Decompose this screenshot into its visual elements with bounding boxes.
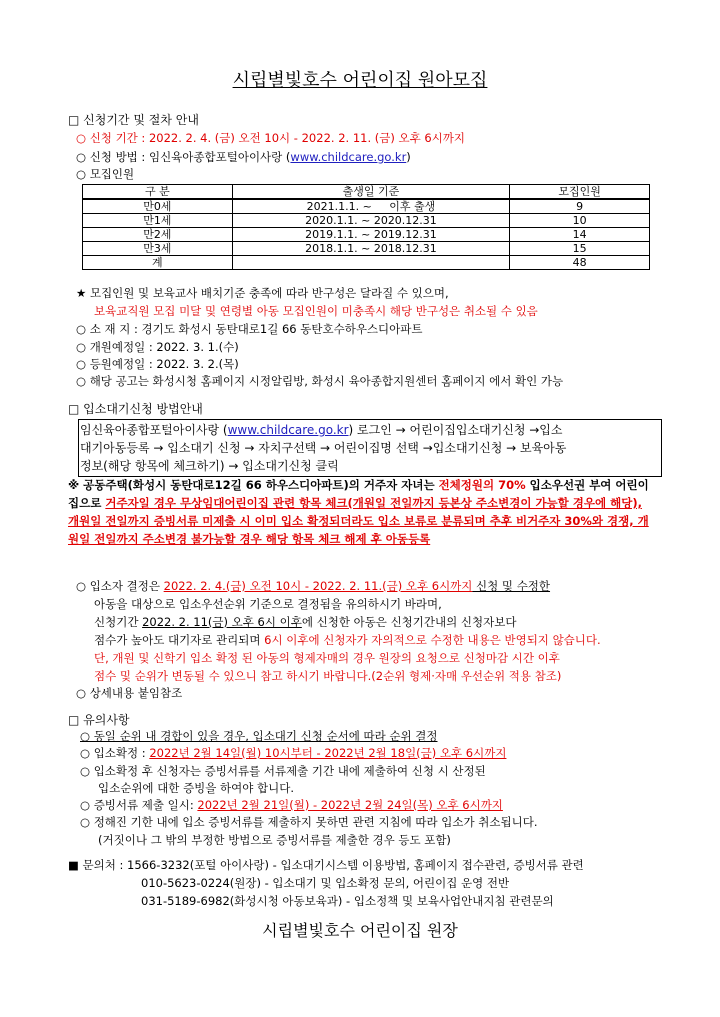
steps-line-3: 정보(해당 항목에 체크하기) → 입소대기신청 클릭 [80,459,339,473]
header-birth: 출생일 기준 [232,185,510,200]
row-age: 만1세 [83,214,233,228]
decision-line-6: 점수 및 순위가 변동될 수 있으니 참고 하시기 바랍니다.(2순위 형제‧자매 우선순위 적용 참조) [94,669,562,683]
notice-location: ○ 해당 공고는 화성시청 홈페이지 시정알림방, 화성시 육아종합지원센터 홈페이지 에서 확인 가능 [76,374,564,388]
caution-3: ○ 입소확정 후 신청자는 증빙서류를 서류제출 기간 내에 제출하여 신청 시 산정된 [80,764,486,778]
row-count: 14 [510,228,650,242]
contact-line-1: ■ 문의처 : 1566-3232(포털 아이사랑) - 입소대기시스템 이용방법, 홈페이지 접수관련, 증빙서류 관련 [68,858,584,872]
decision-line-7: ○ 상세내용 붙임참조 [76,686,183,700]
table-row [83,228,650,242]
row-age: 만3세 [83,242,233,256]
row-birth: 2021.1.1. ~ 이후 출생 [232,199,510,214]
header-age: 구 분 [83,185,233,200]
total-label: 계 [83,256,233,270]
decision-text: 신청기간 [94,615,143,629]
childcare-link[interactable]: www.childcare.go.kr [290,150,407,164]
steps-line-2: 대기아동등록 → 입소대기 신청 → 자치구선택 → 어린이집명 선택 →입소대기신청 → 보육아동 [80,441,567,455]
contact-line-2: 010-5623-0224(원장) - 입소대기 및 입소확정 문의, 어린이집 운영 전반 [141,876,510,890]
priority-red-detail: 거주자일 경우 무상임대어린이집 관련 항목 체크(개원일 전일까지 등본상 주소변경이 가능할 경우에 해당), 개원일 전일까지 증빙서류 미제출 시 이미 입소 확정되더라도 입소 보류로 분류되며 추후 비거주자 30%와 경쟁, 개원일 전일까지 주소변경 불가능할 경우 해당 항목 체크 해제 후 아동등록 [68,496,649,546]
caution-red: 2022년 2월 14일(월) 10시부터 - 2022년 2월 18일(금) 오후 6시까지 [149,746,507,760]
steps-text: ) 로그인 → 어린이집입소대기신청 →입소 [348,423,563,437]
steps-line-1 [80,421,562,438]
decision-red: 6시 이후에 신청자가 자의적으로 수정한 내용은 반영되지 않습니다. [264,633,601,647]
row-birth: 2019.1.1. ~ 2019.12.31 [232,228,510,242]
location: ○ 소 재 지 : 경기도 화성시 동탄대로1길 66 동탄호수하우스디아파트 [76,322,423,336]
row-age: 만0세 [83,199,233,214]
recruit-heading: ○ 모집인원 [76,167,135,181]
priority-text: 입소우선권 부여 어린이집으로 [68,478,649,510]
caution-4 [80,797,503,813]
row-birth: 2018.1.1. ~ 2018.12.31 [232,242,510,256]
steps-text: 임신육아종합포털아이사랑 ( [80,423,228,437]
section-heading-application: □ 신청기간 및 절차 안내 [68,113,199,127]
method-suffix: ) [406,150,411,164]
method-prefix: ○ 신청 방법 : 임신육아종합포털아이사랑 ( [76,150,291,164]
total-value: 48 [510,256,650,270]
total-empty [232,256,510,270]
decision-deadline: 2022. 2. 11(금) 오후 6시 이후 [142,615,302,629]
opening-date: ○ 개원예정일 : 2022. 3. 1.(수) [76,340,239,354]
decision-period: 2022. 2. 4.(금) 오전 10시 - 2022. 2. 11.(금) 오후 6시까지 [163,579,473,593]
caution-text: ○ 증빙서류 제출 일시: [80,798,198,812]
row-birth: 2020.1.1. ~ 2020.12.31 [232,214,510,228]
row-age: 만2세 [83,228,233,242]
decision-line-5: 단, 개원 및 신학기 입소 확정 된 아동의 형제자매의 경우 원장의 요청으로 신청마감 시간 이후 [94,651,560,665]
priority-red: 전체정원의 70% [438,478,526,492]
recruitment-table [82,184,650,270]
table-row [83,199,650,214]
enroll-date: ○ 등원예정일 : 2022. 3. 2.(목) [76,357,239,371]
caution-5b: (거짓이나 그 밖의 부정한 방법으로 증빙서류를 제출한 경우 등도 포함) [98,833,451,847]
caution-3b: 입소순위에 대한 증빙을 하여야 합니다. [98,781,295,795]
note-star-warning: 보육교직원 모집 미달 및 연령별 아동 모집인원이 미충족시 해당 반구성은 취소될 수 있음 [94,304,538,318]
priority-notice [68,476,656,548]
decision-line-1 [76,578,550,594]
note-star: ★ 모집인원 및 보육교사 배치기준 충족에 따라 반구성은 달라질 수 있으며, [76,286,449,300]
table-header-row [83,185,650,200]
table-total-row [83,256,650,270]
row-count: 9 [510,199,650,214]
row-count: 10 [510,214,650,228]
caution-text: ○ 입소확정 : [80,746,150,760]
page-title: 시립별빛호수 어린이집 원아모집 [232,70,488,91]
table-row [83,214,650,228]
decision-text: 에 신청한 아동은 신청기간내의 신청자보다 [301,615,517,629]
decision-line-4 [94,632,601,648]
caution-red: 2022년 2월 21일(월) - 2022년 2월 24일(목) 오후 6시까지 [197,798,503,812]
decision-text: 점수가 높아도 대기자로 관리되며 [94,633,265,647]
caution-2 [80,745,506,761]
decision-line-3 [94,614,516,630]
decision-text: ○ 입소자 결정은 [76,579,164,593]
childcare-link-box[interactable]: www.childcare.go.kr [227,423,349,437]
header-count: 모집인원 [510,185,650,200]
priority-text: ※ 공동주택(화성시 동탄대로12길 66 하우스디아파트)의 거주자 자녀는 [68,478,439,492]
section-heading-cautions: □ 유의사항 [68,713,130,727]
decision-line-2: 아동을 대상으로 입소우선순위 기준으로 결정됨을 유의하시기 바라며, [94,597,442,611]
caution-5: ○ 정해진 기한 내에 입소 증빙서류를 제출하지 못하면 관련 지침에 따라 입소가 취소됩니다. [80,815,538,829]
caution-1: ○ 동일 순위 내 경합이 있을 경우, 입소대기 신청 순서에 따라 순위 결정 [80,729,438,743]
decision-text: 신청 및 수정한 [472,579,551,593]
signature: 시립별빛호수 어린이집 원장 [262,921,458,940]
application-method [76,149,411,165]
application-period: ○ 신청 기간 : 2022. 2. 4. (금) 오전 10시 - 2022. 2. 11. (금) 오후 6시까지 [76,131,466,145]
contact-line-3: 031-5189-6982(화성시청 아동보육과) - 입소정책 및 보육사업안내지침 관련문의 [141,894,554,908]
row-count: 15 [510,242,650,256]
section-heading-waitlist: □ 입소대기신청 방법안내 [68,402,203,416]
table-row [83,242,650,256]
